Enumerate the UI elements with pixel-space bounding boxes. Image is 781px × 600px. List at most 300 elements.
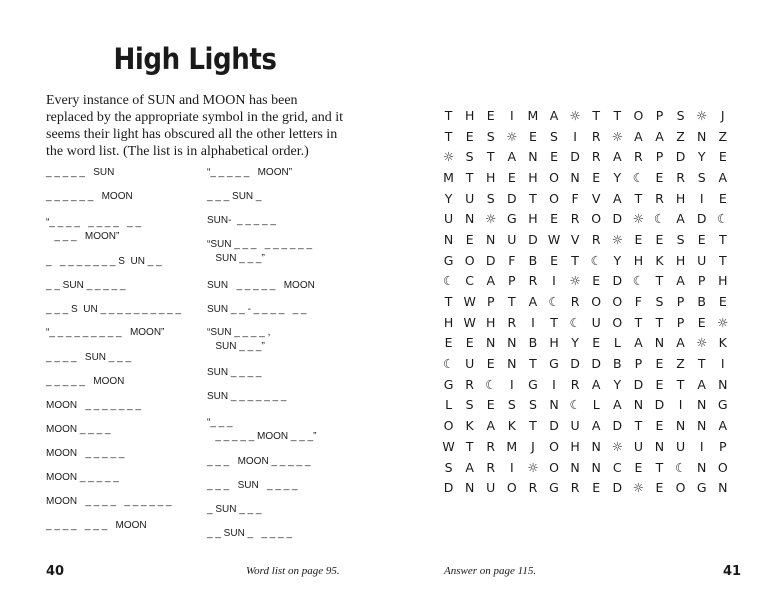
grid-cell: S [486, 190, 495, 206]
grid-cell: S [676, 231, 685, 247]
grid-cell: E [592, 480, 601, 496]
sun-symbol-icon: ☼ [506, 128, 518, 144]
grid-cell: R [528, 273, 538, 289]
grid-cell: N [718, 376, 728, 392]
grid-cell: H [464, 107, 475, 123]
word-list-entry: SUN _ _ - _ _ _ _ _ _ [207, 304, 307, 315]
grid-cell: O [612, 294, 623, 310]
word-list-entry: “SUN _ _ _ _ , SUN _ _ _” [207, 327, 271, 352]
grid-cell: S [444, 459, 453, 475]
grid-cell: H [528, 211, 538, 227]
grid-cell: B [697, 294, 706, 310]
sun-symbol-icon: ☼ [611, 438, 623, 454]
grid-cell: G [443, 376, 454, 392]
word-list-entry: _ _ _ _ _ _ _ MOON [46, 520, 147, 531]
grid-cell: D [612, 480, 623, 496]
grid-row [438, 167, 733, 188]
grid-cell: N [591, 459, 601, 475]
grid-cell: G [528, 376, 538, 392]
grid-cell: Y [571, 335, 579, 351]
grid-cell: E [486, 107, 495, 123]
grid-cell: A [507, 149, 517, 165]
word-list-reference: Word list on page 95. [246, 565, 340, 577]
grid-cell: E [697, 314, 706, 330]
word-list-entry: _ _ _ _ _ _ MOON [46, 191, 133, 202]
grid-cell: T [486, 149, 495, 165]
grid-cell: U [591, 314, 601, 330]
word-list-entry: _ _ _ _ _ _ _ _ S UN _ _ [46, 256, 162, 267]
grid-row [438, 126, 733, 147]
grid-cell: A [655, 128, 664, 144]
grid-cell: Y [613, 376, 622, 392]
word-list-entry: “_ _ _ _ _ MOON” [207, 167, 293, 178]
grid-cell: C [465, 273, 474, 289]
grid-row [438, 457, 733, 478]
grid-cell: T [444, 107, 453, 123]
grid-cell: I [699, 190, 704, 206]
word-list-entry: _ _ _ SUN _ [207, 191, 262, 202]
intro-paragraph: Every instance of SUN and MOON has been replaced by the appropriate symbol in the grid, and it seems their light has obscured all the other letters in the word list. (The list is in alphabetical order.) [46, 93, 344, 159]
right-page [390, 0, 781, 600]
word-list-entry: MOON _ _ _ _ _ [46, 448, 125, 459]
grid-cell: E [718, 190, 727, 206]
grid-cell: E [634, 231, 643, 247]
moon-symbol-icon: ☾ [590, 252, 602, 268]
grid-cell: I [678, 397, 683, 413]
grid-cell: T [676, 376, 685, 392]
grid-cell: D [443, 480, 454, 496]
grid-cell: G [717, 397, 728, 413]
grid-cell: W [463, 294, 476, 310]
grid-cell: O [717, 459, 728, 475]
grid-cell: O [549, 459, 559, 475]
grid-cell: N [633, 397, 644, 413]
grid-cell: B [528, 335, 538, 351]
grid-cell: H [633, 252, 644, 268]
grid-cell: M [443, 169, 454, 185]
word-list-entry: MOON _ _ _ _ _ _ _ [46, 400, 142, 411]
grid-cell: E [655, 231, 664, 247]
grid-cell: N [718, 480, 728, 496]
sun-symbol-icon: ☼ [569, 273, 581, 289]
grid-cell: Y [613, 252, 622, 268]
grid-cell: R [570, 376, 580, 392]
grid-row [438, 291, 733, 312]
grid-cell: F [571, 190, 579, 206]
grid-cell: P [676, 314, 685, 330]
grid-cell: T [655, 314, 664, 330]
grid-cell: N [591, 438, 601, 454]
grid-cell: D [591, 356, 602, 372]
grid-cell: O [633, 107, 644, 123]
grid-cell: E [465, 231, 474, 247]
grid-cell: I [509, 107, 514, 123]
grid-cell: Z [676, 128, 685, 144]
grid-cell: P [508, 273, 516, 289]
grid-cell: G [549, 480, 559, 496]
moon-symbol-icon: ☾ [485, 376, 497, 392]
grid-cell: E [550, 252, 558, 268]
grid-cell: T [697, 356, 706, 372]
grid-cell: D [549, 418, 559, 434]
grid-cell: E [655, 480, 664, 496]
grid-row [438, 229, 733, 250]
grid-cell: E [655, 169, 664, 185]
grid-cell: O [443, 418, 454, 434]
grid-cell: A [591, 418, 601, 434]
moon-symbol-icon: ☾ [632, 169, 644, 185]
grid-cell: A [528, 294, 538, 310]
grid-cell: U [633, 438, 643, 454]
grid-cell: U [465, 190, 475, 206]
grid-cell: S [486, 128, 495, 144]
word-list-entry: _ _ SUN _ _ _ _ _ [46, 280, 126, 291]
grid-cell: G [443, 252, 454, 268]
grid-row [438, 374, 733, 395]
grid-cell: O [464, 252, 475, 268]
sun-symbol-icon: ☼ [485, 211, 497, 227]
grid-cell: T [634, 190, 643, 206]
moon-symbol-icon: ☾ [674, 459, 687, 475]
word-list-entry: _ _ _ MOON _ _ _ _ _ [207, 456, 311, 467]
grid-cell: E [507, 169, 516, 185]
grid-row [438, 271, 733, 292]
grid-cell: D [528, 231, 538, 247]
grid-cell: U [486, 480, 496, 496]
grid-cell: F [508, 252, 516, 268]
word-list-entry: “SUN _ _ _ _ _ _ _ _ _ SUN _ _ _” [207, 239, 313, 264]
grid-cell: V [591, 190, 601, 206]
grid-cell: N [696, 128, 707, 144]
grid-cell: A [718, 418, 728, 434]
grid-cell: E [550, 149, 558, 165]
grid-cell: Y [697, 149, 706, 165]
grid-cell: Z [718, 128, 728, 144]
grid-cell: J [531, 438, 535, 454]
page-number-left: 40 [46, 564, 65, 579]
grid-cell: E [592, 273, 601, 289]
grid-cell: R [486, 459, 496, 475]
word-list-entry: _ _ _ SUN _ _ _ _ [207, 480, 298, 491]
word-list-column-1 [46, 166, 206, 546]
grid-cell: Y [444, 190, 453, 206]
word-list-entry: “_ _ _ _ _ _ _ _ _ MOON” [46, 327, 165, 338]
grid-cell: S [465, 397, 474, 413]
grid-cell: A [486, 418, 496, 434]
grid-cell: Z [676, 356, 685, 372]
sun-symbol-icon: ☼ [632, 480, 644, 496]
word-list-entry: _ SUN _ _ _ [207, 504, 262, 515]
grid-cell: M [527, 107, 539, 123]
grid-cell: E [697, 231, 706, 247]
grid-cell: R [570, 211, 580, 227]
word-list-entry: _ _ _ _ SUN _ _ _ [46, 352, 132, 363]
grid-cell: W [442, 438, 455, 454]
grid-cell: N [443, 231, 454, 247]
word-list-entry: MOON _ _ _ _ _ [46, 472, 119, 483]
grid-cell: N [675, 418, 686, 434]
grid-cell: T [718, 252, 727, 268]
grid-cell: D [633, 376, 644, 392]
grid-cell: E [486, 397, 495, 413]
sun-symbol-icon: ☼ [611, 231, 623, 247]
grid-cell: K [465, 418, 474, 434]
grid-cell: A [613, 397, 622, 413]
grid-cell: R [634, 149, 643, 165]
grid-cell: D [507, 190, 517, 206]
grid-cell: M [506, 438, 518, 454]
word-list-entry: “_ _ _ _ _ _ _ _ _ _ _ _ _ MOON” [46, 217, 142, 242]
grid-cell: T [529, 418, 537, 434]
sun-symbol-icon: ☼ [632, 211, 644, 227]
grid-cell: R [591, 149, 601, 165]
page-title: High Lights [113, 42, 277, 76]
grid-cell: U [465, 356, 475, 372]
grid-cell: N [570, 459, 580, 475]
grid-cell: N [528, 149, 538, 165]
grid-cell: A [718, 169, 728, 185]
moon-symbol-icon: ☾ [569, 397, 581, 413]
grid-cell: N [696, 418, 707, 434]
grid-cell: H [675, 190, 686, 206]
grid-cell: E [655, 418, 664, 434]
grid-cell: R [676, 169, 685, 185]
grid-cell: T [550, 314, 558, 330]
grid-cell: P [718, 438, 727, 454]
grid-cell: U [507, 231, 517, 247]
grid-cell: N [464, 480, 475, 496]
grid-cell: E [465, 335, 474, 351]
moon-symbol-icon: ☾ [442, 273, 455, 289]
grid-cell: N [486, 335, 496, 351]
moon-symbol-icon: ☾ [548, 294, 560, 310]
page-number-right: 41 [723, 564, 742, 579]
grid-cell: K [507, 418, 516, 434]
grid-cell: T [718, 231, 727, 247]
grid-row [438, 146, 733, 167]
grid-cell: A [676, 335, 685, 351]
grid-cell: T [465, 438, 474, 454]
moon-symbol-icon: ☾ [653, 211, 666, 227]
grid-cell: O [612, 314, 623, 330]
grid-cell: E [718, 294, 727, 310]
grid-cell: N [696, 459, 707, 475]
grid-cell: P [634, 356, 643, 372]
grid-row [438, 333, 733, 354]
grid-cell: T [529, 356, 537, 372]
grid-cell: T [508, 294, 516, 310]
sun-symbol-icon: ☼ [696, 107, 708, 123]
grid-cell: W [547, 231, 561, 247]
grid-cell: R [465, 376, 474, 392]
grid-cell: H [443, 314, 454, 330]
grid-cell: E [550, 211, 558, 227]
grid-row [438, 415, 733, 436]
grid-cell: I [531, 314, 535, 330]
grid-cell: D [485, 252, 496, 268]
grid-cell: O [549, 169, 559, 185]
grid-cell: U [676, 438, 686, 454]
grid-cell: H [675, 252, 686, 268]
grid-cell: N [696, 397, 707, 413]
grid-cell: R [591, 128, 601, 144]
sun-symbol-icon: ☼ [611, 128, 623, 144]
grid-cell: U [570, 418, 580, 434]
word-list-entry: SUN _ _ _ _ _ MOON [207, 280, 315, 291]
moon-symbol-icon: ☾ [632, 273, 644, 289]
grid-cell: T [655, 273, 664, 289]
grid-cell: V [570, 231, 580, 247]
grid-row [438, 477, 733, 498]
grid-cell: D [570, 356, 580, 372]
moon-symbol-icon: ☾ [569, 314, 581, 330]
grid-cell: P [697, 273, 706, 289]
grid-cell: P [486, 294, 495, 310]
grid-cell: U [443, 211, 454, 227]
grid-cell: N [654, 335, 665, 351]
sun-symbol-icon: ☼ [527, 459, 539, 475]
grid-row [438, 188, 733, 209]
grid-row [438, 312, 733, 333]
word-list-column-2 [207, 166, 377, 546]
grid-cell: N [549, 397, 559, 413]
word-list-entry: _ _ _ _ _ SUN [46, 167, 115, 178]
word-list-entry: MOON _ _ _ _ _ _ _ _ _ _ [46, 496, 172, 507]
grid-cell: T [634, 418, 643, 434]
grid-cell: E [592, 335, 601, 351]
grid-cell: E [655, 376, 664, 392]
word-list-entry: “_ _ _ _ _ _ _ _ MOON _ _ _” [207, 417, 317, 442]
grid-cell: A [591, 376, 601, 392]
grid-cell: D [612, 273, 623, 289]
grid-cell: I [552, 273, 556, 289]
grid-cell: W [463, 314, 476, 330]
word-list-entry: SUN- _ _ _ _ _ [207, 215, 276, 226]
grid-cell: E [655, 356, 664, 372]
grid-cell: D [696, 211, 707, 227]
grid-cell: R [655, 190, 664, 206]
grid-cell: T [444, 294, 453, 310]
grid-cell: T [634, 314, 643, 330]
sun-symbol-icon: ☼ [569, 107, 581, 123]
grid-cell: D [612, 418, 623, 434]
grid-cell: N [486, 231, 496, 247]
grid-cell: R [570, 294, 580, 310]
word-search-grid [438, 105, 733, 498]
grid-cell: K [718, 335, 727, 351]
grid-cell: O [506, 480, 517, 496]
grid-cell: H [486, 314, 496, 330]
grid-cell: A [613, 190, 622, 206]
grid-cell: T [529, 190, 537, 206]
grid-cell: A [634, 128, 643, 144]
grid-cell: A [465, 459, 474, 475]
grid-cell: T [613, 107, 622, 123]
grid-cell: B [528, 252, 538, 268]
grid-cell: H [570, 438, 580, 454]
grid-cell: S [507, 397, 516, 413]
word-list-entry: SUN _ _ _ _ [207, 367, 262, 378]
grid-row [438, 250, 733, 271]
grid-row [438, 353, 733, 374]
word-list-entry: _ _ SUN _ _ _ _ _ [207, 528, 293, 539]
moon-symbol-icon: ☾ [442, 356, 455, 372]
grid-cell: O [549, 190, 559, 206]
grid-cell: O [591, 211, 602, 227]
grid-cell: E [444, 335, 453, 351]
grid-cell: T [655, 459, 664, 475]
grid-cell: Y [613, 169, 622, 185]
grid-cell: D [654, 397, 665, 413]
grid-cell: R [570, 480, 580, 496]
grid-cell: E [718, 149, 727, 165]
grid-cell: G [696, 480, 707, 496]
grid-cell: L [592, 397, 600, 413]
grid-cell: T [592, 107, 601, 123]
grid-cell: N [570, 169, 580, 185]
grid-cell: R [591, 231, 601, 247]
left-page [0, 0, 390, 600]
sun-symbol-icon: ☼ [696, 335, 708, 351]
grid-cell: L [613, 335, 621, 351]
grid-row [438, 208, 733, 229]
grid-cell: H [528, 169, 538, 185]
grid-cell: S [465, 149, 474, 165]
word-list-entry: MOON _ _ _ _ [46, 424, 111, 435]
grid-cell: T [465, 169, 474, 185]
grid-cell: H [549, 335, 559, 351]
grid-cell: S [697, 169, 706, 185]
grid-cell: N [464, 211, 475, 227]
grid-cell: O [675, 480, 686, 496]
grid-cell: N [654, 438, 665, 454]
grid-cell: E [465, 128, 474, 144]
grid-cell: N [507, 356, 517, 372]
grid-cell: A [634, 335, 643, 351]
grid-cell: I [552, 376, 556, 392]
grid-cell: T [444, 128, 453, 144]
grid-cell: R [507, 314, 517, 330]
grid-cell: E [634, 459, 643, 475]
grid-cell: I [509, 459, 514, 475]
grid-cell: L [445, 397, 453, 413]
grid-cell: S [528, 397, 537, 413]
grid-cell: G [549, 356, 559, 372]
moon-symbol-icon: ☾ [717, 211, 729, 227]
word-list-entry: _ _ _ S UN _ _ _ _ _ _ _ _ _ _ [46, 304, 182, 315]
grid-cell: S [655, 294, 664, 310]
grid-cell: A [486, 273, 496, 289]
grid-cell: R [528, 480, 538, 496]
grid-cell: D [570, 149, 580, 165]
grid-row [438, 105, 733, 126]
grid-cell: O [591, 294, 602, 310]
grid-cell: U [697, 252, 707, 268]
grid-cell: G [506, 211, 517, 227]
grid-cell: H [718, 273, 728, 289]
grid-cell: P [676, 294, 685, 310]
grid-cell: I [509, 376, 514, 392]
grid-cell: I [573, 128, 577, 144]
grid-cell: A [549, 107, 559, 123]
grid-cell: A [676, 273, 685, 289]
grid-cell: C [612, 459, 622, 475]
grid-cell: S [550, 128, 558, 144]
grid-cell: A [697, 376, 706, 392]
grid-cell: A [676, 211, 685, 227]
grid-cell: I [699, 438, 704, 454]
grid-cell: K [655, 252, 664, 268]
